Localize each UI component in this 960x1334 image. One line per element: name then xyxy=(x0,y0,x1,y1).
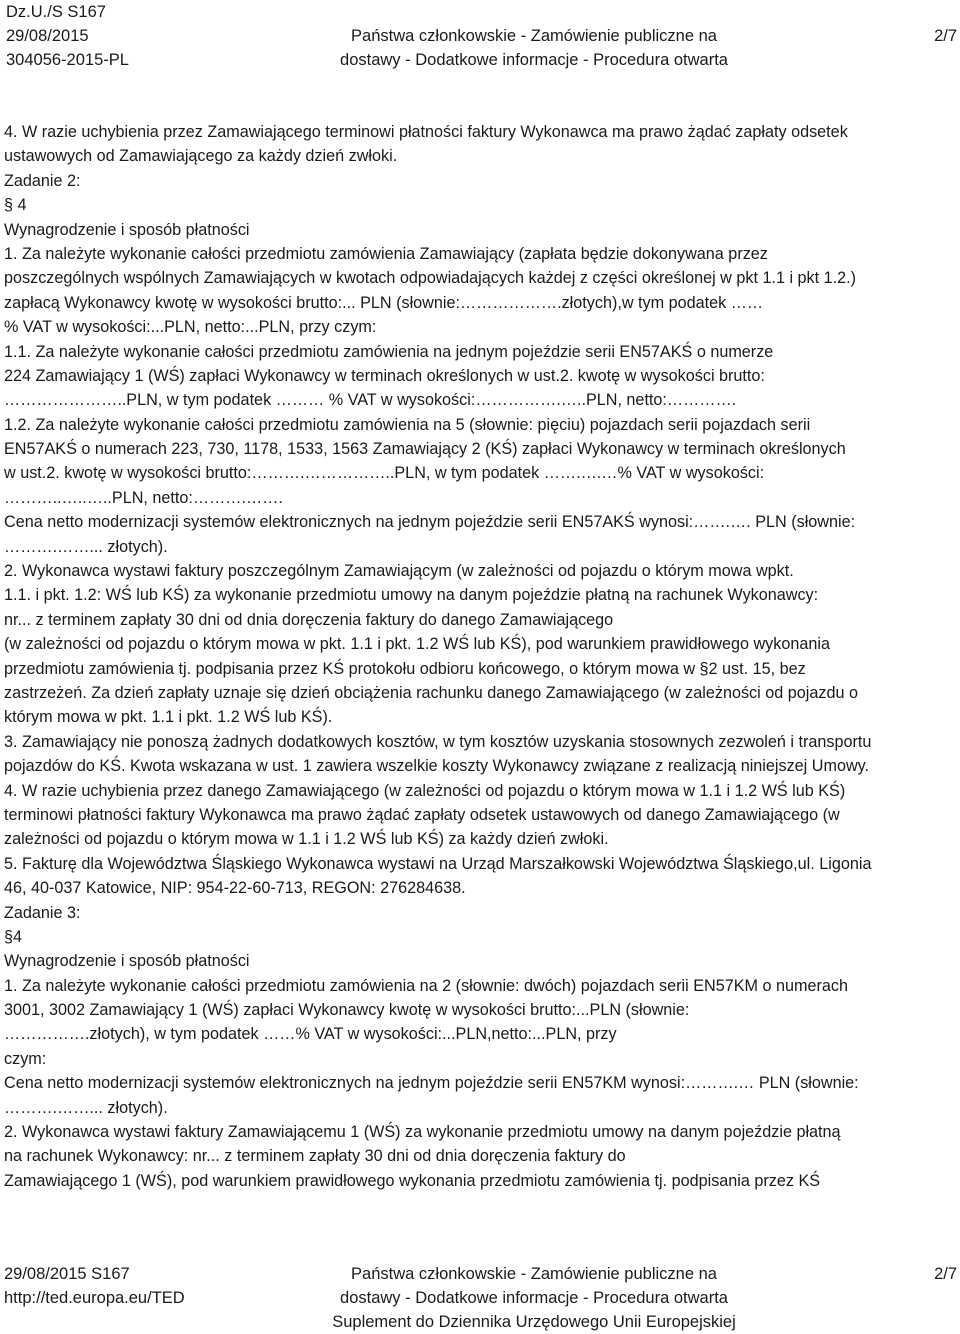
body-line: zapłacą Wykonawcy kwotę w wysokości brutto:... PLN (słownie:……………….złotych),w tym podatek …… xyxy=(4,293,764,312)
body-line: % VAT w wysokości:...PLN, netto:...PLN, przy czym: xyxy=(4,318,377,337)
body-line: nr... z terminem zapłaty 30 dni od dnia doręczenia faktury do danego Zamawiającego xyxy=(4,610,614,629)
body-line: czym: xyxy=(4,1049,47,1068)
body-line: 5. Fakturę dla Województwa Śląskiego Wykonawca wystawi na Urząd Marszałkowski Województwa Śląskiego,ul. Ligonia xyxy=(4,854,872,873)
footer-page-number: 2/7 xyxy=(934,1265,957,1283)
body-line: w ust.2. kwotę w wysokości brutto:……….……………..PLN, w tym podatek …….….…% VAT w wysokości: xyxy=(4,464,765,483)
body-line: Cena netto modernizacji systemów elektronicznych na jednym pojeździe serii EN57KM wynosi:……….… PLN (słownie: xyxy=(4,1074,859,1093)
body-line: ………..…..…..PLN, netto:……….……. xyxy=(4,488,283,507)
body-line: 224 Zamawiający 1 (WŚ) zapłaci Wykonawcy w terminach określonych w ust.2. kwotę w wysokości brutto: xyxy=(4,366,765,385)
body-line: Zadanie 2: xyxy=(4,171,81,190)
body-line: 2. Wykonawca wystawi faktury poszczególnym Zamawiającym (w zależności od pojazdu o którym mowa wpkt. xyxy=(4,562,794,581)
body-line: Wynagrodzenie i sposób płatności xyxy=(4,952,250,971)
body-line: 3. Zamawiający nie ponoszą żadnych dodatkowych kosztów, w tym kosztów uzyskania stosownych zezwoleń i transportu xyxy=(4,732,872,751)
footer-center xyxy=(300,1262,768,1334)
header-title-line-1: Państwa członkowskie - Zamówienie publiczne na xyxy=(351,27,717,45)
header-page-number: 2/7 xyxy=(934,27,957,45)
header-date: 29/08/2015 xyxy=(6,27,89,45)
body-line: zależności od pojazdu o którym mowa w 1.1 i 1.2 WŚ lub KŚ) za każdy dzień zwłoki. xyxy=(4,830,609,849)
document-body xyxy=(4,120,956,1193)
body-line: EN57AKŚ o numerach 223, 730, 1178, 1533, 1563 Zamawiający 2 (KŚ) zapłaci Wykonawcy w terminach określonych xyxy=(4,440,846,459)
journal-reference: Dz.U./S S167 xyxy=(6,3,106,21)
header-right-line-0 xyxy=(900,0,957,24)
header-right xyxy=(900,0,957,72)
body-line: Zadanie 3: xyxy=(4,903,81,922)
notice-number: 304056-2015-PL xyxy=(6,51,129,69)
footer-supplement: Suplement do Dziennika Urzędowego Unii Europejskiej xyxy=(332,1313,736,1331)
body-line: Cena netto modernizacji systemów elektronicznych na jednym pojeździe serii EN57AKŚ wynosi:…….…. PLN (słownie: xyxy=(4,513,856,532)
header-center-line-0 xyxy=(320,0,748,24)
body-line: …………….złotych), w tym podatek ……% VAT w wysokości:...PLN,netto:...PLN, przy xyxy=(4,1025,617,1044)
body-line: 1.1. Za należyte wykonanie całości przedmiotu zamówienia na jednym pojeździe serii EN57AKŚ o numerze xyxy=(4,342,774,361)
body-line: 4. W razie uchybienia przez danego Zamawiającego (w zależności od pojazdu o którym mowa w 1.1 i 1.2 WŚ lub KŚ) xyxy=(4,781,846,800)
body-line: Wynagrodzenie i sposób płatności xyxy=(4,220,250,239)
body-line: poszczególnych wspólnych Zamawiających w kwotach odpowiadających każdej z części określonej w pkt 1.1 i pkt 1.2.) xyxy=(4,269,857,288)
header-left xyxy=(6,0,129,72)
body-line: 1. Za należyte wykonanie całości przedmiotu zamówienia na 2 (słownie: dwóch) pojazdach serii EN57KM o numerach xyxy=(4,976,848,995)
body-line: §4 xyxy=(4,927,23,946)
body-line: 4. W razie uchybienia przez Zamawiającego terminowi płatności faktury Wykonawca ma prawo żądać zapłaty odsetek xyxy=(4,123,848,141)
body-line: ……….……... złotych). xyxy=(4,537,168,556)
body-line: przedmiotu zamówienia tj. podpisania przez KŚ protokołu odbioru końcowego, o którym mowa w §2 ust. 15, bez xyxy=(4,659,806,678)
body-line: którym mowa w pkt. 1.1 i pkt. 1.2 WŚ lub KŚ). xyxy=(4,708,333,727)
footer-date-issue: 29/08/2015 S167 xyxy=(4,1265,130,1283)
body-line: zastrzeżeń. Za dzień zapłaty uznaje się dzień obciążenia rachunku danego Zamawiającego (w zależności od pojazdu o xyxy=(4,683,858,702)
body-line: 2. Wykonawca wystawi faktury Zamawiającemu 1 (WŚ) za wykonanie przedmiotu umowy na danym pojeździe płatną xyxy=(4,1123,841,1142)
body-line: 1.1. i pkt. 1.2: WŚ lub KŚ) za wykonanie przedmiotu umowy na danym pojeździe płatną na rachunek Wykonawcy: xyxy=(4,586,819,605)
body-line: § 4 xyxy=(4,196,27,215)
body-line: terminowi płatności faktury Wykonawca ma prawo żądać zapłaty odsetek ustawowych od danego Zamawiającego (w xyxy=(4,805,840,824)
footer-right-line-2 xyxy=(900,1310,957,1334)
footer-title-line-2: dostawy - Dodatkowe informacje - Procedura otwarta xyxy=(340,1289,728,1307)
footer-right xyxy=(900,1262,957,1334)
body-line: pojazdów do KŚ. Kwota wskazana w ust. 1 zawiera wszelkie koszty Wykonawcy związane z realizacją niniejszej Umowy. xyxy=(4,757,870,776)
body-line: ……….……... złotych). xyxy=(4,1098,168,1117)
body-line: …………………..PLN, w tym podatek ……… % VAT w wysokości:…………….…..PLN, netto:…………. xyxy=(4,391,737,410)
footer-url: http://ted.europa.eu/TED xyxy=(4,1289,185,1307)
footer-title-line-1: Państwa członkowskie - Zamówienie publiczne na xyxy=(351,1265,717,1283)
body-line: ustawowych od Zamawiającego za każdy dzień zwłoki. xyxy=(4,147,398,166)
body-line: Zamawiającego 1 (WŚ), pod warunkiem prawidłowego wykonania przedmiotu zamówienia tj. podpisania przez KŚ xyxy=(4,1171,821,1190)
header-title-line-2: dostawy - Dodatkowe informacje - Procedura otwarta xyxy=(340,51,728,69)
body-line: (w zależności od pojazdu o którym mowa w pkt. 1.1 i pkt. 1.2 WŚ lub KŚ), pod warunkiem prawidłowego wykonania xyxy=(4,635,830,654)
body-line: 46, 40-037 Katowice, NIP: 954-22-60-713, REGON: 276284638. xyxy=(4,879,466,898)
body-line: 1. Za należyte wykonanie całości przedmiotu zamówienia Zamawiający (zapłata będzie dokonywana przez xyxy=(4,244,768,263)
header-center xyxy=(320,0,748,72)
body-line: 3001, 3002 Zamawiający 1 (WŚ) zapłaci Wykonawcy kwotę w wysokości brutto:...PLN (słownie: xyxy=(4,1001,690,1020)
footer-left xyxy=(4,1262,185,1310)
footer-right-line-1 xyxy=(900,1286,957,1310)
body-line: 1.2. Za należyte wykonanie całości przedmiotu zamówienia na 5 (słownie: pięciu) pojazdach serii pojazdach serii xyxy=(4,415,811,434)
body-line: na rachunek Wykonawcy: nr... z terminem zapłaty 30 dni od dnia doręczenia faktury do xyxy=(4,1147,626,1166)
header-right-line-2 xyxy=(900,48,957,72)
